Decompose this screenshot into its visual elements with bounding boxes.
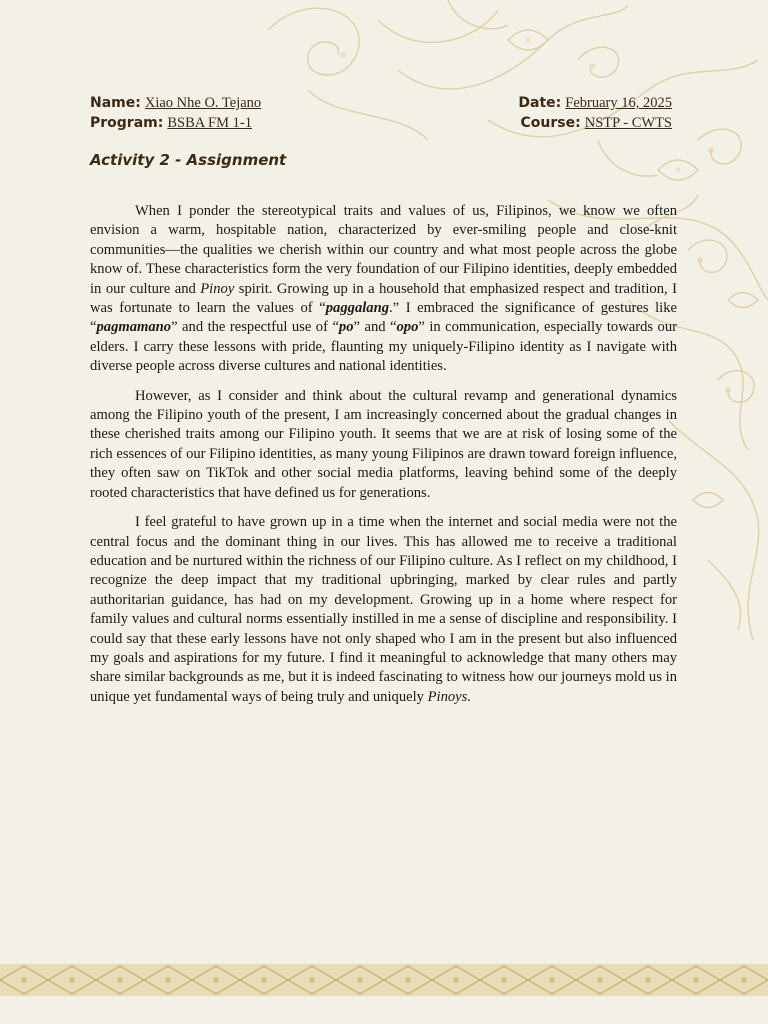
- course-label: Course:: [520, 115, 581, 131]
- text-run: .” I embraced the significance of gestures like “: [90, 300, 677, 336]
- text-run: Pinoys.: [427, 688, 471, 705]
- text-run: spirit. Growing up in a household that emphasized respect and tradition, I was fortunate to learn the values of “: [90, 280, 677, 317]
- name-field: [90, 93, 261, 113]
- program-label: Program:: [90, 115, 164, 131]
- date-field: [518, 93, 672, 113]
- text-run: pagmamano: [96, 319, 172, 336]
- text-run: ” and “: [353, 319, 397, 336]
- date-value: February 16, 2025: [565, 95, 672, 111]
- text-run: ” in communication, especially towards our elders. I carry these lessons with pride, flaunting my uniquely-Filipino identity as I navigate with diverse people across diverse cultures and national identities.: [90, 319, 677, 375]
- essay-paragraph: [90, 513, 677, 707]
- text-run: I feel grateful to have grown up in a time when the internet and social media were not the central focus and the dominant thing in our lives. This has allowed me to receive a traditional education and be nurtured within the richness of our Filipino culture. As I reflect on my childhood, I recognize the deep impact that my traditional upbringing, marked by clear rules and partly authoritarian guidance, has had on my development. Growing up in a home where respect for family values and cultural norms essentially instilled in me a sense of discipline and responsibility. I could say that these early lessons have not only shaped who I am in the present but also influenced my goals and aspirations for my future. I find it meaningful to acknowledge that many others may share similar backgrounds as me, but it is indeed fascinating to witness how our journeys mold us in unique yet fundamental ways of being truly and uniquely: [90, 514, 677, 705]
- footer-pattern-band: [0, 964, 768, 996]
- essay-paragraph: [90, 387, 677, 503]
- text-run: When I ponder the stereotypical traits and values of us, Filipinos, we know we often envision a warm, hospitable nation, characterized by ever-smiling people and close-knit communities—the qualities we cherish within our country and what most people across the globe know of. These characteristics form the very foundation of our Filipino identities, deeply embedded in our culture and: [90, 203, 677, 297]
- document-header: [90, 93, 672, 133]
- text-run: po: [338, 319, 354, 336]
- program-value: BSBA FM 1-1: [167, 115, 252, 131]
- essay-paragraph: [90, 202, 677, 377]
- text-run: However, as I consider and think about the cultural revamp and generational dynamics among the Filipino youth of the present, I am increasingly concerned about the gradual changes in these cherished traits among our Filipino youth. It seems that we are at risk of losing some of the rich essences of our Filipino identities, as many young Filipinos are drawn toward foreign influence, they often saw on TikTok and other social media platforms, leaving behind some of the deeply rooted characteristics that have defined us for generations.: [90, 387, 677, 501]
- course-field: [521, 113, 672, 133]
- text-run: opo: [396, 319, 419, 336]
- course-value: NSTP - CWTS: [584, 115, 672, 131]
- assignment-title: Activity 2 - Assignment: [90, 151, 287, 169]
- essay-body: [90, 202, 677, 717]
- text-run: Pinoy: [200, 280, 235, 297]
- date-label: Date:: [518, 95, 562, 111]
- name-label: Name:: [90, 95, 141, 111]
- name-value: Xiao Nhe O. Tejano: [144, 95, 262, 111]
- header-row-2: [90, 113, 672, 133]
- header-row-1: [90, 93, 672, 113]
- program-field: [90, 113, 252, 133]
- text-run: ” and the respectful use of “: [171, 319, 339, 336]
- text-run: paggalang: [325, 300, 389, 317]
